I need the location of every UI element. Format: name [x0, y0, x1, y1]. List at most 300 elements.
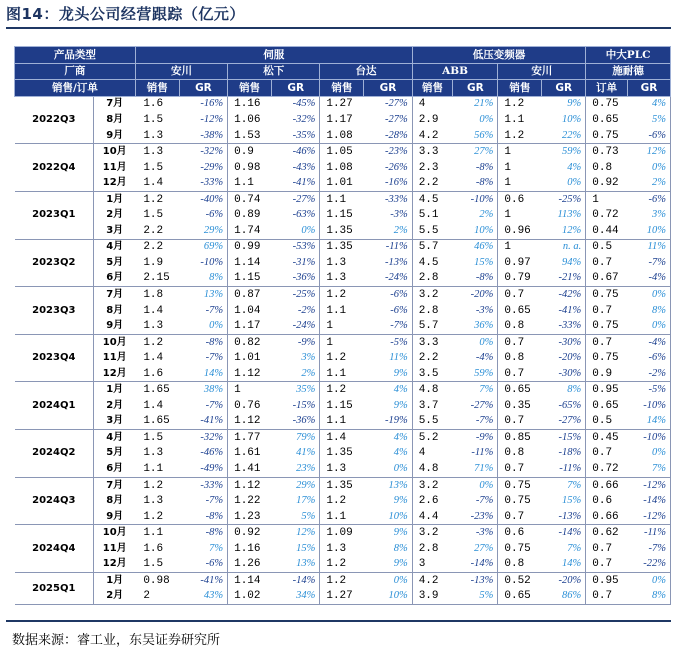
sales-value-cell: 1.04 [234, 304, 261, 317]
growth-rate-cell: -32% [179, 144, 227, 160]
growth-rate-cell: -36% [272, 271, 320, 287]
growth-rate-cell: 17% [272, 493, 320, 509]
growth-rate-cell: -24% [272, 318, 320, 334]
sales-value-cell: 0.73 [592, 146, 619, 159]
growth-rate-cell: 8% [542, 382, 586, 398]
growth-rate-cell: -25% [542, 191, 586, 207]
sales-value-cell: 3.2 [418, 479, 439, 492]
growth-rate-cell: 4% [542, 160, 586, 176]
sales-value-cell: 1.1 [320, 414, 364, 430]
sales-value-cell: 1.2 [143, 479, 164, 492]
sales-value-cell: 0.65 [504, 304, 531, 317]
growth-rate-cell: -10% [179, 255, 227, 271]
sales-value-cell: 2.8 [418, 304, 439, 317]
header-vendor-schneider: 施耐德 [586, 63, 671, 80]
growth-rate-cell: 0% [364, 461, 412, 477]
growth-rate-cell: -14% [542, 525, 586, 541]
sales-value-cell: 2.3 [418, 161, 439, 174]
sales-value-cell: 1.6 [143, 98, 164, 111]
growth-rate-cell: 5% [453, 589, 498, 605]
sales-value-cell: 1.3 [320, 271, 364, 287]
sales-value-cell: 1.3 [143, 447, 164, 460]
sales-value-cell: 1.1 [320, 509, 364, 525]
month-label: 8月 [106, 113, 124, 125]
growth-rate-cell: 12% [272, 525, 320, 541]
growth-rate-cell: 56% [453, 128, 498, 144]
header-metric: 销售 [412, 80, 453, 97]
growth-rate-cell: 2% [364, 223, 412, 239]
month-label: 3月 [94, 223, 136, 239]
growth-rate-cell: 4% [364, 430, 412, 446]
growth-rate-cell: -20% [542, 350, 586, 366]
growth-rate-cell: -15% [542, 430, 586, 446]
sales-value-cell: 3.9 [412, 589, 453, 605]
growth-rate-cell: 79% [272, 430, 320, 446]
month-label: 7月 [106, 288, 124, 300]
sales-value-cell: 0.7 [586, 589, 628, 605]
growth-rate-cell: -7% [627, 541, 670, 557]
month-label: 1月 [106, 384, 124, 396]
growth-rate-cell: 0% [627, 446, 670, 462]
growth-rate-cell: 2% [453, 207, 498, 223]
sales-value-cell: 1.41 [228, 461, 272, 477]
sales-value-cell: 4.2 [418, 574, 439, 587]
growth-rate-cell: -46% [272, 144, 320, 160]
growth-rate-cell: -6% [627, 128, 670, 144]
growth-rate-cell: 10% [364, 589, 412, 605]
source-note: 数据来源：睿工业，东吴证券研究所 [12, 633, 221, 648]
growth-rate-cell: -7% [179, 398, 227, 414]
growth-rate-cell: -63% [272, 207, 320, 223]
month-label: 2月 [106, 399, 124, 411]
growth-rate-cell: -9% [453, 430, 498, 446]
sales-value-cell: 0.8 [504, 352, 525, 365]
growth-rate-cell: -23% [453, 509, 498, 525]
sales-value-cell: 0.95 [592, 574, 619, 587]
sales-value-cell: 1.2 [320, 557, 364, 573]
growth-rate-cell: 9% [364, 525, 412, 541]
growth-rate-cell: 7% [179, 541, 227, 557]
growth-rate-cell: 12% [627, 144, 670, 160]
quarter-label: 2022Q4 [15, 144, 94, 192]
growth-rate-cell: -2% [627, 366, 670, 382]
sales-value-cell: 1.14 [234, 256, 261, 269]
growth-rate-cell: 35% [272, 382, 320, 398]
sales-value-cell: 1.35 [320, 223, 364, 239]
sales-value-cell: 0.62 [592, 527, 619, 540]
growth-rate-cell: 34% [272, 589, 320, 605]
growth-rate-cell: 22% [542, 128, 586, 144]
growth-rate-cell: 8% [364, 541, 412, 557]
growth-rate-cell: 0% [272, 223, 320, 239]
sales-value-cell: 3.2 [418, 527, 439, 540]
growth-rate-cell: 113% [542, 207, 586, 223]
sales-value-cell: 1.4 [143, 352, 164, 365]
sales-value-cell: 0.92 [586, 175, 628, 191]
growth-rate-cell: -7% [627, 255, 670, 271]
month-label: 6月 [94, 271, 136, 287]
growth-rate-cell: 0% [542, 175, 586, 191]
growth-rate-cell: 10% [364, 509, 412, 525]
sales-value-cell: 5.5 [412, 223, 453, 239]
sales-value-cell: 0.7 [498, 509, 542, 525]
sales-value-cell: 1.3 [326, 542, 347, 555]
sales-value-cell: 0.72 [586, 461, 628, 477]
month-label: 9月 [94, 509, 136, 525]
growth-rate-cell: -5% [627, 382, 670, 398]
sales-value-cell: 1.08 [326, 161, 353, 174]
month-label: 7月 [106, 98, 124, 110]
month-label: 5月 [106, 256, 124, 268]
sales-value-cell: 1.27 [320, 589, 364, 605]
sales-value-cell: 1.2 [504, 98, 525, 111]
sales-value-cell: 0.72 [592, 209, 619, 222]
sales-value-cell: 1 [320, 318, 364, 334]
growth-rate-cell: -19% [364, 414, 412, 430]
sales-value-cell: 1.35 [326, 479, 353, 492]
sales-value-cell: 2.8 [412, 271, 453, 287]
sales-value-cell: 4.8 [418, 384, 439, 397]
growth-rate-cell: -13% [364, 255, 412, 271]
growth-rate-cell: -8% [179, 525, 227, 541]
sales-value-cell: 0.35 [504, 399, 531, 412]
growth-rate-cell: -6% [364, 287, 412, 303]
table-row [15, 350, 671, 366]
sales-value-cell: 1 [504, 146, 511, 159]
growth-rate-cell: -12% [179, 112, 227, 128]
growth-rate-cell: 13% [364, 477, 412, 493]
header-metric: GR [179, 80, 227, 97]
sales-value-cell: 1.2 [143, 336, 164, 349]
sales-value-cell: 5.2 [418, 431, 439, 444]
growth-rate-cell: -27% [364, 112, 412, 128]
growth-rate-cell: 4% [364, 446, 412, 462]
growth-rate-cell: 4% [364, 382, 412, 398]
sales-value-cell: 3.5 [412, 366, 453, 382]
growth-rate-cell: -53% [272, 239, 320, 255]
sales-value-cell: 1.1 [143, 527, 164, 540]
growth-rate-cell: -2% [272, 303, 320, 319]
growth-rate-cell: 59% [542, 144, 586, 160]
sales-value-cell: 1.61 [234, 447, 261, 460]
growth-rate-cell: 5% [272, 509, 320, 525]
growth-rate-cell: 2% [272, 366, 320, 382]
growth-rate-cell: -7% [453, 414, 498, 430]
growth-rate-cell: 8% [179, 271, 227, 287]
sales-value-cell: 0.52 [504, 574, 531, 587]
sales-value-cell: 0.9 [586, 366, 628, 382]
sales-value-cell: 0.65 [592, 113, 619, 126]
sales-value-cell: 4 [418, 447, 426, 460]
growth-rate-cell: -3% [364, 207, 412, 223]
growth-rate-cell: 11% [627, 239, 670, 255]
growth-rate-cell: 29% [272, 477, 320, 493]
month-label: 9月 [94, 128, 136, 144]
growth-rate-cell: -14% [272, 573, 320, 589]
sales-value-cell: 1.1 [228, 175, 272, 191]
sales-value-cell: 1.4 [135, 175, 179, 191]
sales-value-cell: 1.35 [326, 241, 353, 254]
growth-rate-cell: -20% [453, 287, 498, 303]
sales-value-cell: 2.15 [135, 271, 179, 287]
growth-rate-cell: 14% [542, 557, 586, 573]
sales-value-cell: 0.99 [234, 241, 261, 254]
sales-value-cell: 0.6 [592, 495, 613, 508]
table-row [15, 239, 671, 255]
sales-value-cell: 1.05 [326, 146, 353, 159]
growth-rate-cell: 8% [627, 303, 670, 319]
header-metric: 销售 [498, 80, 542, 97]
sales-value-cell: 0.96 [498, 223, 542, 239]
sales-value-cell: 0.8 [504, 447, 525, 460]
quarter-label: 2024Q1 [15, 382, 94, 430]
growth-rate-cell: -11% [364, 239, 412, 255]
sales-value-cell: 1.27 [326, 98, 353, 111]
growth-rate-cell: 13% [272, 557, 320, 573]
header-label-metric: 销售/订单 [15, 80, 136, 97]
header-label-product-type: 产品类型 [15, 47, 136, 64]
sales-value-cell: 0.6 [504, 193, 525, 206]
growth-rate-cell: 0% [627, 573, 670, 589]
growth-rate-cell: 59% [453, 366, 498, 382]
sales-value-cell: 0.7 [498, 414, 542, 430]
sales-value-cell: 0.87 [234, 288, 261, 301]
sales-value-cell: 1.65 [143, 384, 170, 397]
sales-value-cell: 1.06 [234, 113, 261, 126]
table-row [15, 318, 671, 334]
quarter-label: 2024Q2 [15, 430, 94, 478]
growth-rate-cell: -40% [179, 191, 227, 207]
month-label: 3月 [94, 414, 136, 430]
growth-rate-cell: -41% [542, 303, 586, 319]
sales-value-cell: 0.7 [592, 304, 613, 317]
sales-value-cell: 1.2 [143, 193, 164, 206]
sales-value-cell: 0.7 [504, 336, 525, 349]
sales-value-cell: 1 [504, 161, 511, 174]
growth-rate-cell: 0% [627, 318, 670, 334]
sales-value-cell: 2.9 [418, 113, 439, 126]
sales-value-cell: 1.3 [320, 461, 364, 477]
sales-value-cell: 0.75 [586, 128, 628, 144]
growth-rate-cell: 13% [179, 287, 227, 303]
growth-rate-cell: 29% [179, 223, 227, 239]
sales-value-cell: 0.79 [498, 271, 542, 287]
sales-value-cell: 0.66 [586, 509, 628, 525]
sales-value-cell: 3 [412, 557, 453, 573]
growth-rate-cell: -8% [453, 175, 498, 191]
tracking-table [14, 46, 671, 605]
growth-rate-cell: -36% [272, 414, 320, 430]
growth-rate-cell: -30% [542, 366, 586, 382]
growth-rate-cell: -31% [272, 255, 320, 271]
sales-value-cell: 0.95 [592, 384, 619, 397]
header-metric: GR [627, 80, 670, 97]
header-label-vendor: 厂商 [15, 63, 136, 80]
sales-value-cell: 1.3 [135, 318, 179, 334]
growth-rate-cell: -15% [272, 398, 320, 414]
month-label: 12月 [94, 557, 136, 573]
quarter-label: 2024Q4 [15, 525, 94, 573]
month-label: 8月 [106, 495, 124, 507]
growth-rate-cell: n. a. [542, 239, 586, 255]
growth-rate-cell: -8% [453, 271, 498, 287]
growth-rate-cell: -11% [453, 446, 498, 462]
sales-value-cell: 0.65 [498, 589, 542, 605]
sales-value-cell: 4.4 [412, 509, 453, 525]
growth-rate-cell: -12% [627, 477, 670, 493]
table-row [15, 541, 671, 557]
sales-value-cell: 1 [592, 193, 599, 206]
growth-rate-cell: 12% [542, 223, 586, 239]
sales-value-cell: 3.3 [418, 336, 439, 349]
header-metric: GR [272, 80, 320, 97]
sales-value-cell: 1.6 [135, 366, 179, 382]
growth-rate-cell: -7% [179, 303, 227, 319]
header-vendor-panasonic: 松下 [228, 63, 320, 80]
header-metric: 销售 [320, 80, 364, 97]
growth-rate-cell: -6% [627, 191, 670, 207]
sales-value-cell: 1.26 [228, 557, 272, 573]
sales-value-cell: 3.3 [418, 146, 439, 159]
quarter-label: 2022Q3 [15, 96, 94, 144]
table-row [15, 160, 671, 176]
growth-rate-cell: -8% [179, 509, 227, 525]
growth-rate-cell: -45% [272, 96, 320, 112]
growth-rate-cell: 4% [627, 96, 670, 112]
growth-rate-cell: -38% [179, 128, 227, 144]
sales-value-cell: 1 [504, 209, 511, 222]
growth-rate-cell: 2% [627, 175, 670, 191]
quarter-label: 2024Q3 [15, 477, 94, 525]
growth-rate-cell: -27% [542, 414, 586, 430]
sales-value-cell: 0.65 [504, 384, 531, 397]
sales-value-cell: 1.16 [234, 542, 261, 555]
month-label: 7月 [106, 479, 124, 491]
growth-rate-cell: 46% [453, 239, 498, 255]
table-row [15, 430, 671, 446]
month-label: 10月 [102, 527, 127, 539]
growth-rate-cell: 86% [542, 589, 586, 605]
sales-value-cell: 0.7 [498, 366, 542, 382]
sales-value-cell: 1.2 [326, 352, 347, 365]
table-row [15, 207, 671, 223]
sales-value-cell: 2.8 [418, 542, 439, 555]
sales-value-cell: 1.4 [326, 431, 347, 444]
growth-rate-cell: -4% [627, 334, 670, 350]
growth-rate-cell: 41% [272, 446, 320, 462]
sales-value-cell: 1.08 [320, 128, 364, 144]
month-label: 11月 [102, 161, 127, 173]
growth-rate-cell: 10% [453, 223, 498, 239]
sales-value-cell: 0.8 [498, 318, 542, 334]
growth-rate-cell: -16% [364, 175, 412, 191]
growth-rate-cell: 27% [453, 144, 498, 160]
sales-value-cell: 0.75 [586, 318, 628, 334]
growth-rate-cell: -13% [453, 573, 498, 589]
growth-rate-cell: -41% [179, 573, 227, 589]
sales-value-cell: 1.1 [326, 193, 347, 206]
growth-rate-cell: 0% [453, 112, 498, 128]
sales-value-cell: 1.3 [135, 128, 179, 144]
sales-value-cell: 2.6 [418, 495, 439, 508]
growth-rate-cell: -16% [179, 96, 227, 112]
growth-rate-cell: 7% [542, 541, 586, 557]
growth-rate-cell: -46% [179, 446, 227, 462]
growth-rate-cell: 71% [453, 461, 498, 477]
sales-value-cell: 0.89 [234, 209, 261, 222]
sales-value-cell: 1.3 [326, 256, 347, 269]
sales-value-cell: 0.5 [586, 414, 628, 430]
sales-value-cell: 2.2 [412, 175, 453, 191]
header-vendor-abb: ABB [412, 63, 498, 80]
growth-rate-cell: -30% [542, 334, 586, 350]
header-metric: 销售 [228, 80, 272, 97]
growth-rate-cell: -11% [627, 525, 670, 541]
growth-rate-cell: -4% [453, 350, 498, 366]
sales-value-cell: 0.7 [504, 288, 525, 301]
sales-value-cell: 1.5 [143, 161, 164, 174]
growth-rate-cell: -4% [627, 271, 670, 287]
sales-value-cell: 4.8 [412, 461, 453, 477]
month-label: 9月 [94, 318, 136, 334]
sales-value-cell: 1.2 [498, 128, 542, 144]
growth-rate-cell: -21% [542, 271, 586, 287]
growth-rate-cell: 10% [542, 112, 586, 128]
growth-rate-cell: -5% [364, 334, 412, 350]
table-row [15, 461, 671, 477]
table-row [15, 303, 671, 319]
month-label: 1月 [106, 193, 124, 205]
sales-value-cell: 1.01 [234, 352, 261, 365]
growth-rate-cell: -7% [179, 350, 227, 366]
growth-rate-cell: 69% [179, 239, 227, 255]
growth-rate-cell: 9% [364, 398, 412, 414]
growth-rate-cell: -35% [272, 128, 320, 144]
sales-value-cell: 0.75 [592, 98, 619, 111]
sales-value-cell: 0.44 [586, 223, 628, 239]
sales-value-cell: 1.2 [326, 495, 347, 508]
sales-value-cell: 0.75 [504, 479, 531, 492]
header-group-servo: 伺服 [135, 47, 412, 64]
growth-rate-cell: -13% [542, 509, 586, 525]
sales-value-cell: 3.2 [418, 288, 439, 301]
header-vendor-yaskawa-servo: 安川 [135, 63, 227, 80]
growth-rate-cell: -3% [453, 525, 498, 541]
sales-value-cell: 1.01 [320, 175, 364, 191]
table-row [15, 271, 671, 287]
sales-value-cell: 1.15 [326, 399, 353, 412]
growth-rate-cell: -29% [179, 160, 227, 176]
growth-rate-cell: 94% [542, 255, 586, 271]
growth-rate-cell: -27% [364, 96, 412, 112]
month-label: 1月 [106, 574, 124, 586]
growth-rate-cell: -22% [627, 557, 670, 573]
sales-value-cell: 2 [135, 589, 179, 605]
growth-rate-cell: -8% [179, 334, 227, 350]
sales-value-cell: 1.15 [228, 271, 272, 287]
quarter-label: 2023Q4 [15, 334, 94, 382]
sales-value-cell: 1.23 [228, 509, 272, 525]
sales-value-cell: 5.1 [418, 209, 439, 222]
table-row [15, 128, 671, 144]
table-row [15, 398, 671, 414]
header-row-vendor [15, 63, 671, 80]
header-metric: GR [453, 80, 498, 97]
sales-value-cell: 0.98 [143, 574, 170, 587]
sales-value-cell: 1.22 [234, 495, 261, 508]
sales-value-cell: 4.2 [412, 128, 453, 144]
growth-rate-cell: 9% [364, 366, 412, 382]
